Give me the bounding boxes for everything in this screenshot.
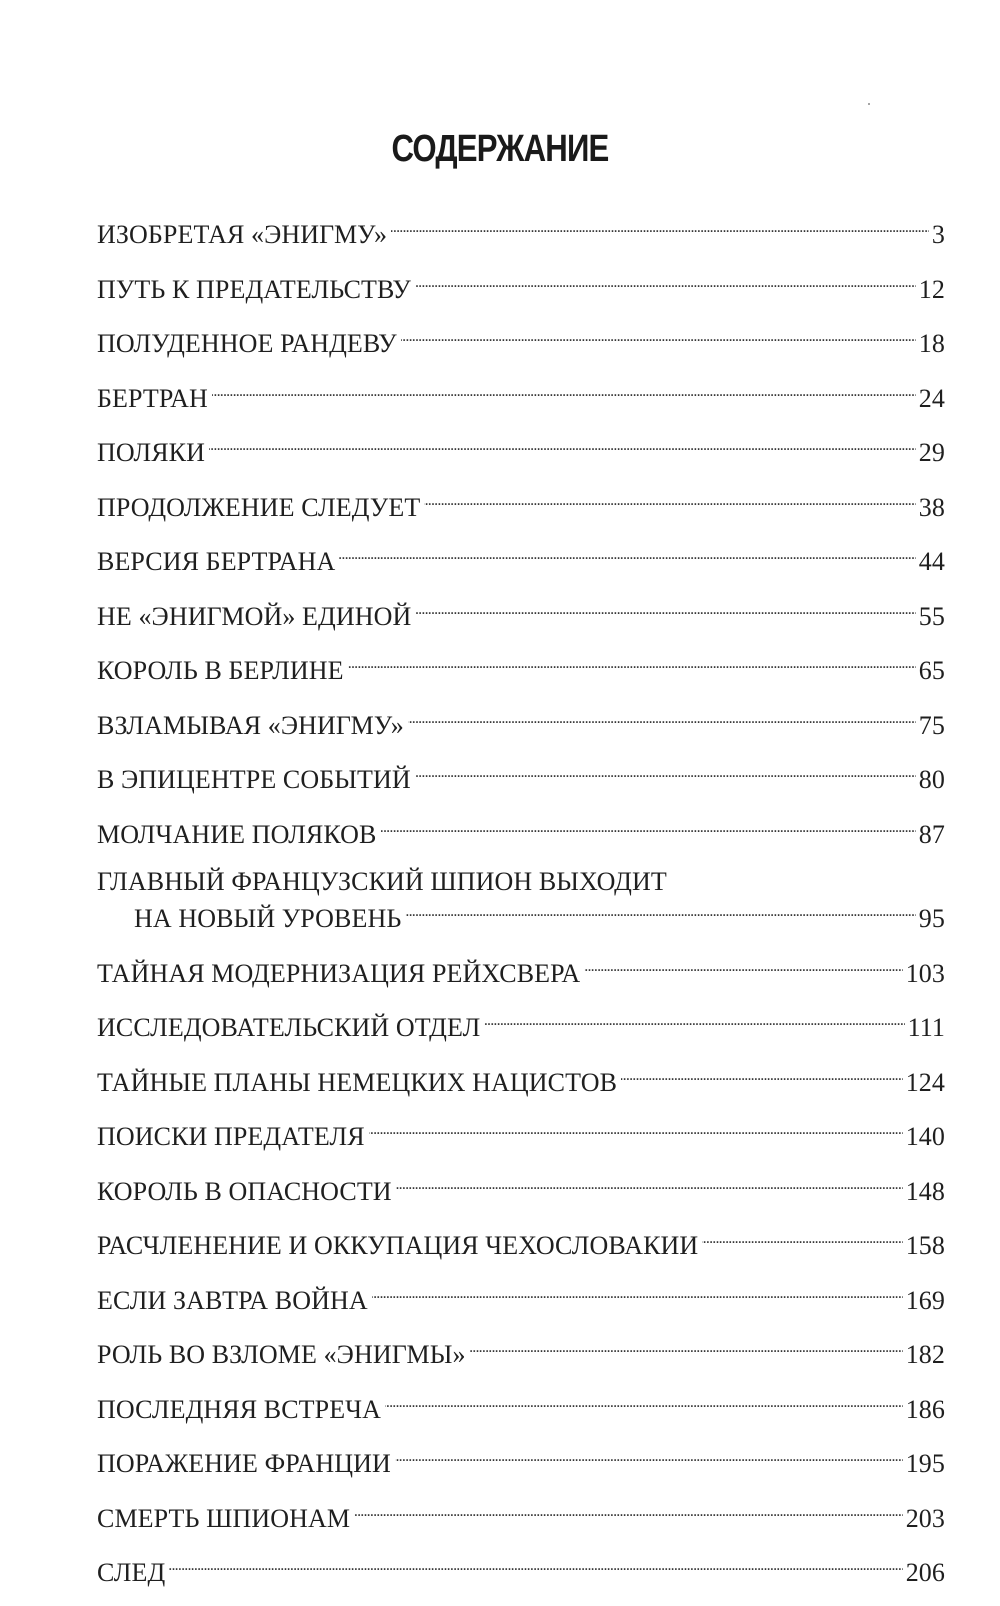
dot-leader <box>621 1061 903 1091</box>
dot-leader <box>381 813 916 843</box>
toc-page-number: 195 <box>905 1449 945 1478</box>
toc-entry <box>97 813 945 850</box>
toc-entry-title: ПОРАЖЕНИЕ ФРАНЦИИ <box>97 1449 391 1478</box>
dot-leader <box>385 1388 903 1418</box>
toc-entry-title: МОЛЧАНИЕ ПОЛЯКОВ <box>97 819 377 849</box>
toc-entry-title: БЕРТРАН <box>97 383 208 413</box>
dot-leader <box>372 1279 903 1309</box>
toc-page-number: 124 <box>905 1067 945 1097</box>
toc-page-number: 206 <box>905 1558 945 1587</box>
paper-speck <box>868 103 870 105</box>
table-of-contents <box>97 213 945 1606</box>
toc-page-number: 29 <box>918 438 945 467</box>
toc-entry-title: В ЭПИЦЕНТРЕ СОБЫТИЙ <box>97 765 411 794</box>
dot-leader <box>415 595 915 625</box>
toc-entry-title: ТАЙНАЯ МОДЕРНИЗАЦИЯ РЕЙХСВЕРА <box>97 958 581 988</box>
dot-leader <box>415 268 916 298</box>
toc-page-number: 18 <box>918 329 945 358</box>
toc-entry <box>97 1006 945 1043</box>
toc-page-number: 203 <box>905 1503 945 1533</box>
dot-leader <box>401 322 916 352</box>
toc-page-number: 111 <box>907 1013 945 1042</box>
toc-entry-title: ПОЛЯКИ <box>97 438 205 467</box>
toc-entry <box>97 540 945 577</box>
toc-page-number: 186 <box>905 1394 945 1424</box>
toc-entry <box>97 486 945 523</box>
toc-entry <box>97 1170 945 1207</box>
toc-page-number: 3 <box>931 220 945 249</box>
toc-entry <box>97 595 945 632</box>
dot-leader <box>405 897 915 927</box>
toc-entry-title: РОЛЬ ВО ВЗЛОМЕ «ЭНИГМЫ» <box>97 1340 466 1369</box>
toc-entry <box>97 1333 945 1370</box>
page-title: СОДЕРЖАНИЕ <box>391 128 609 170</box>
toc-entry <box>97 867 945 934</box>
dot-leader <box>396 1170 903 1200</box>
toc-page-number: 169 <box>905 1285 945 1315</box>
toc-entry-title-continued: НА НОВЫЙ УРОВЕНЬ <box>134 904 402 933</box>
toc-page-number: 148 <box>905 1176 945 1206</box>
toc-entry <box>97 1115 945 1152</box>
toc-page-number: 75 <box>918 710 945 740</box>
toc-entry-title: ПОСЛЕДНЯЯ ВСТРЕЧА <box>97 1394 382 1424</box>
toc-entry <box>97 213 945 250</box>
dot-leader <box>702 1224 902 1254</box>
dot-leader <box>424 486 915 516</box>
dot-leader <box>470 1333 903 1363</box>
toc-entry-title: ТАЙНЫЕ ПЛАНЫ НЕМЕЦКИХ НАЦИСТОВ <box>97 1067 618 1097</box>
toc-entry <box>97 758 945 795</box>
toc-entry-title: ГЛАВНЫЙ ФРАНЦУЗСКИЙ ШПИОН ВЫХОДИТ <box>97 867 667 896</box>
toc-entry-title: РАСЧЛЕНЕНИЕ И ОККУПАЦИЯ ЧЕХОСЛОВАКИИ <box>97 1231 699 1260</box>
toc-page-number: 55 <box>918 601 945 631</box>
toc-entry <box>97 1551 945 1588</box>
toc-entry-title: ЕСЛИ ЗАВТРА ВОЙНА <box>97 1285 368 1315</box>
toc-entry-title: НЕ «ЭНИГМОЙ» ЕДИНОЙ <box>97 601 412 631</box>
toc-page-number: 38 <box>918 492 945 522</box>
toc-page-number: 87 <box>918 819 945 849</box>
toc-page-number: 95 <box>918 904 945 933</box>
toc-entry <box>97 1224 945 1261</box>
toc-entry <box>97 704 945 741</box>
toc-entry-title: ПРОДОЛЖЕНИЕ СЛЕДУЕТ <box>97 492 421 522</box>
toc-page-number: 182 <box>905 1340 945 1369</box>
dot-leader <box>209 431 916 461</box>
dot-leader <box>169 1551 902 1581</box>
toc-page-number: 44 <box>918 547 945 576</box>
toc-entry-title: ВЗЛАМЫВАЯ «ЭНИГМУ» <box>97 710 404 740</box>
toc-entry-title: КОРОЛЬ В ОПАСНОСТИ <box>97 1176 392 1206</box>
dot-leader <box>415 758 916 788</box>
dot-leader <box>348 649 916 679</box>
dot-leader <box>395 1442 903 1472</box>
toc-entry <box>97 322 945 359</box>
toc-entry-title: ПОИСКИ ПРЕДАТЕЛЯ <box>97 1122 365 1151</box>
toc-entry <box>97 1388 945 1425</box>
toc-entry-title: ПОЛУДЕННОЕ РАНДЕВУ <box>97 329 397 358</box>
toc-entry <box>97 1279 945 1316</box>
toc-entry-title: ВЕРСИЯ БЕРТРАНА <box>97 547 336 576</box>
dot-leader <box>584 952 902 982</box>
toc-entry <box>97 1061 945 1098</box>
toc-entry <box>97 1442 945 1479</box>
dot-leader <box>369 1115 903 1145</box>
toc-entry-title: СЛЕД <box>97 1558 166 1587</box>
dot-leader <box>354 1497 903 1527</box>
dot-leader <box>391 213 929 243</box>
toc-entry <box>97 649 945 686</box>
toc-entry-title: ПУТЬ К ПРЕДАТЕЛЬСТВУ <box>97 274 411 304</box>
toc-entry <box>97 952 945 989</box>
toc-page-number: 158 <box>905 1231 945 1260</box>
dot-leader <box>408 704 916 734</box>
toc-page-number: 140 <box>905 1122 945 1151</box>
toc-entry-title: ИЗОБРЕТАЯ «ЭНИГМУ» <box>97 220 388 249</box>
toc-entry-title: ИССЛЕДОВАТЕЛЬСКИЙ ОТДЕЛ <box>97 1013 481 1042</box>
toc-page-number: 12 <box>918 274 945 304</box>
toc-page-number: 80 <box>918 765 945 794</box>
toc-page-number: 65 <box>918 656 945 685</box>
toc-entry <box>97 1497 945 1534</box>
toc-entry-title: СМЕРТЬ ШПИОНАМ <box>97 1503 351 1533</box>
toc-entry <box>97 377 945 414</box>
dot-leader <box>339 540 915 570</box>
toc-entry <box>97 431 945 468</box>
dot-leader <box>212 377 916 407</box>
toc-entry <box>97 268 945 305</box>
toc-page-number: 103 <box>905 958 945 988</box>
toc-page-number: 24 <box>918 383 945 413</box>
toc-entry-title: КОРОЛЬ В БЕРЛИНЕ <box>97 656 344 685</box>
dot-leader <box>484 1006 904 1036</box>
